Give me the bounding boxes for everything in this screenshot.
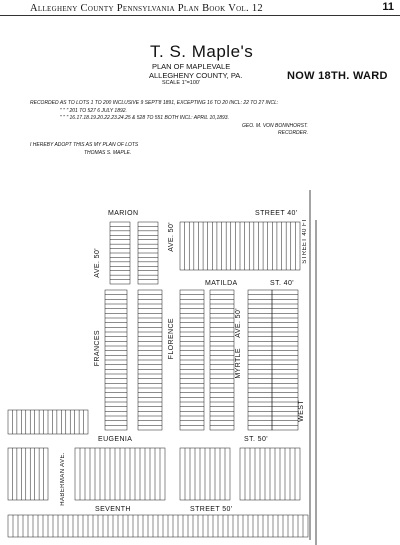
myrtle-ave-width: AVE. 50': [235, 308, 242, 338]
plan-subtitle: PLAN OF MAPLEVALE: [152, 62, 231, 71]
frances-ave-label: FRANCES: [94, 330, 101, 367]
marion-street-label: MARION: [108, 210, 139, 217]
matilda-street-width: ST. 40': [270, 280, 294, 287]
myrtle-ave-label: MYRTLE: [235, 348, 242, 379]
seventh-street-label: SEVENTH: [95, 506, 131, 513]
recorded-note-2: " " " 201 TO 527 6 JULY 1892.: [60, 108, 127, 114]
recorder-title: RECORDER.: [278, 130, 309, 136]
adoption-statement: I HEREBY ADOPT THIS AS MY PLAN OF LOTS: [30, 142, 139, 148]
florence-ave-label: FLORENCE: [168, 318, 175, 360]
matilda-street-label: MATILDA: [205, 280, 238, 287]
plan-book-title: Allegheny County Pennsylvania Plan Book Vol. 12: [30, 3, 263, 14]
west-street-label: WEST: [298, 400, 305, 422]
plan-location: ALLEGHENY COUNTY, PA.: [149, 71, 243, 80]
plan-scale: SCALE 1"=100': [162, 80, 201, 86]
street-40ft-label: STREET 40 FT: [302, 218, 308, 264]
eugenia-street-label: EUGENIA: [98, 436, 133, 443]
eugenia-street-width: ST. 50': [244, 436, 268, 443]
recorded-note-3: " " " 16.17.18.19.20.22.23.24.25 & 528 TO 551 BOTH INCL: APRIL 10,1893.: [60, 115, 229, 121]
owner-signature: THOMAS S. MAPLE.: [84, 150, 132, 156]
recorded-note-1: RECORDED AS TO LOTS 1 TO 200 INCLUSIVE 9 SEPT'8 1891, EXCEPTING 16 TO 20 INCL: 22 TO 27 INCL:: [30, 100, 279, 106]
marion-street-width: STREET 40': [255, 210, 298, 217]
frances-ave-width: AVE. 50': [94, 248, 101, 278]
page-number: 11: [382, 1, 394, 13]
ward-label: NOW 18TH. WARD: [287, 70, 388, 82]
haberman-ave-label: HABERMAN AVE.: [60, 452, 66, 506]
lot-block: [8, 448, 48, 500]
plan-title: T. S. Maple's: [150, 42, 254, 61]
seventh-street-width: STREET 50': [190, 506, 233, 513]
recorder-name: GEO. M. VON BONNHORST.: [242, 123, 308, 129]
florence-ave-width: AVE. 50': [168, 222, 175, 252]
